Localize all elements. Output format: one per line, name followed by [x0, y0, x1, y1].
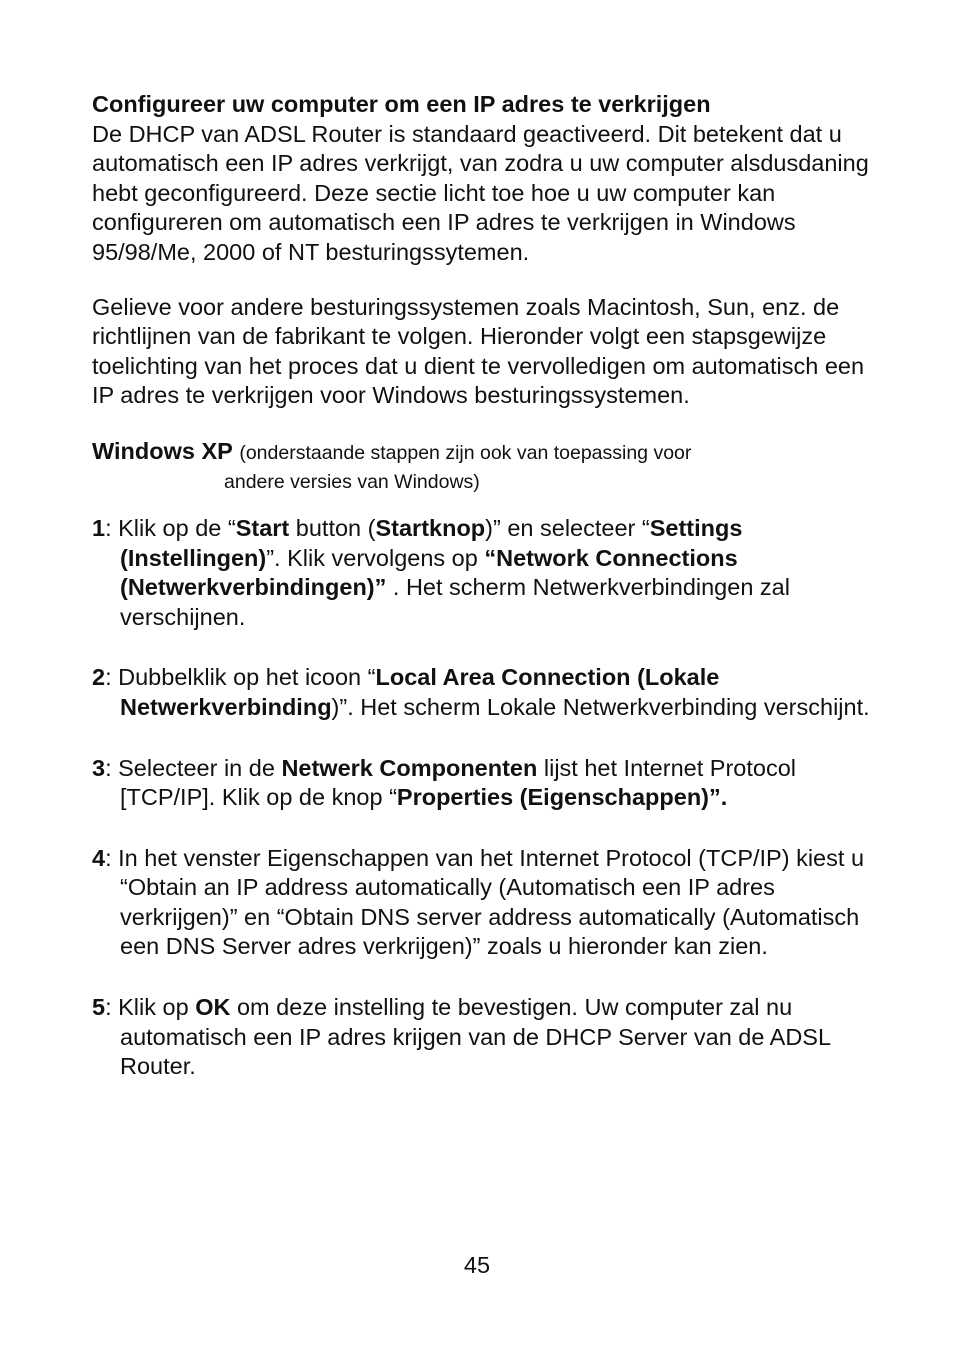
step-number: 5 — [92, 994, 106, 1021]
step-1: 1: Klik op de “Start button (Startknop)” en selecteer “Settings (Instellingen)”. Klik vervolgens op “Network Connections (Netwerkverbindingen)” . Het scherm Netwerkverbindingen zal verschijnen. — [92, 514, 790, 630]
document-page — [92, 90, 872, 1105]
intro-paragraph: De DHCP van ADSL Router is standaard geactiveerd. Dit betekent dat u automatisch een IP adres verkrijgt, van zodra u uw computer alsdusdaning hebt geconfigureerd. Deze sectie licht toe hoe u uw computer kan configureren om automatisch een IP adres te verkrijgen in Windows 95/98/Me, 2000 of NT besturingssytemen. — [92, 120, 869, 265]
section-heading: Configureer uw computer om een IP adres te verkrijgen — [92, 91, 711, 117]
step-5: 5: Klik op OK om deze instelling te bevestigen. Uw computer zal nu automatisch een IP adres krijgen van de DHCP Server van de ADSL Router. — [92, 994, 831, 1080]
windows-xp-note-continued: andere versies van Windows) — [224, 470, 480, 493]
windows-xp-note: (onderstaande stappen zijn ook van toepassing voor — [239, 441, 692, 464]
step-number: 2 — [92, 664, 106, 691]
step-number: 3 — [92, 754, 106, 781]
other-os-paragraph: Gelieve voor andere besturingssystemen zoals Macintosh, Sun, enz. de richtlijnen van de fabrikant te volgen. Hieronder volgt een stapsgewijze toelichting van het proces dat u dient te vervolledigen om automatisch een IP adres te verkrijgen voor Windows besturingssystemen. — [92, 293, 865, 409]
windows-xp-heading — [92, 437, 872, 496]
step-number: 1 — [92, 514, 106, 541]
step-3: 3: Selecteer in de Netwerk Componenten lijst het Internet Protocol [TCP/IP]. Klik op de knop “Properties (Eigenschappen)”. — [92, 754, 796, 811]
step-2: 2: Dubbelklik op het icoon “Local Area Connection (Lokale Netwerkverbinding)”. Het scherm Lokale Netwerkverbinding verschijnt. — [92, 664, 870, 720]
windows-xp-title: Windows XP — [92, 437, 233, 464]
step-4: 4: In het venster Eigenschappen van het Internet Protocol (TCP/IP) kiest u “Obtain an IP address automatically (Automatisch een IP adres verkrijgen)” en “Obtain DNS server address automatically (Automatisch een DNS Server adres verkrijgen)” zoals u hieronder kan zien. — [92, 844, 865, 960]
page-number: 45 — [463, 1252, 491, 1278]
step-number: 4 — [92, 844, 106, 871]
